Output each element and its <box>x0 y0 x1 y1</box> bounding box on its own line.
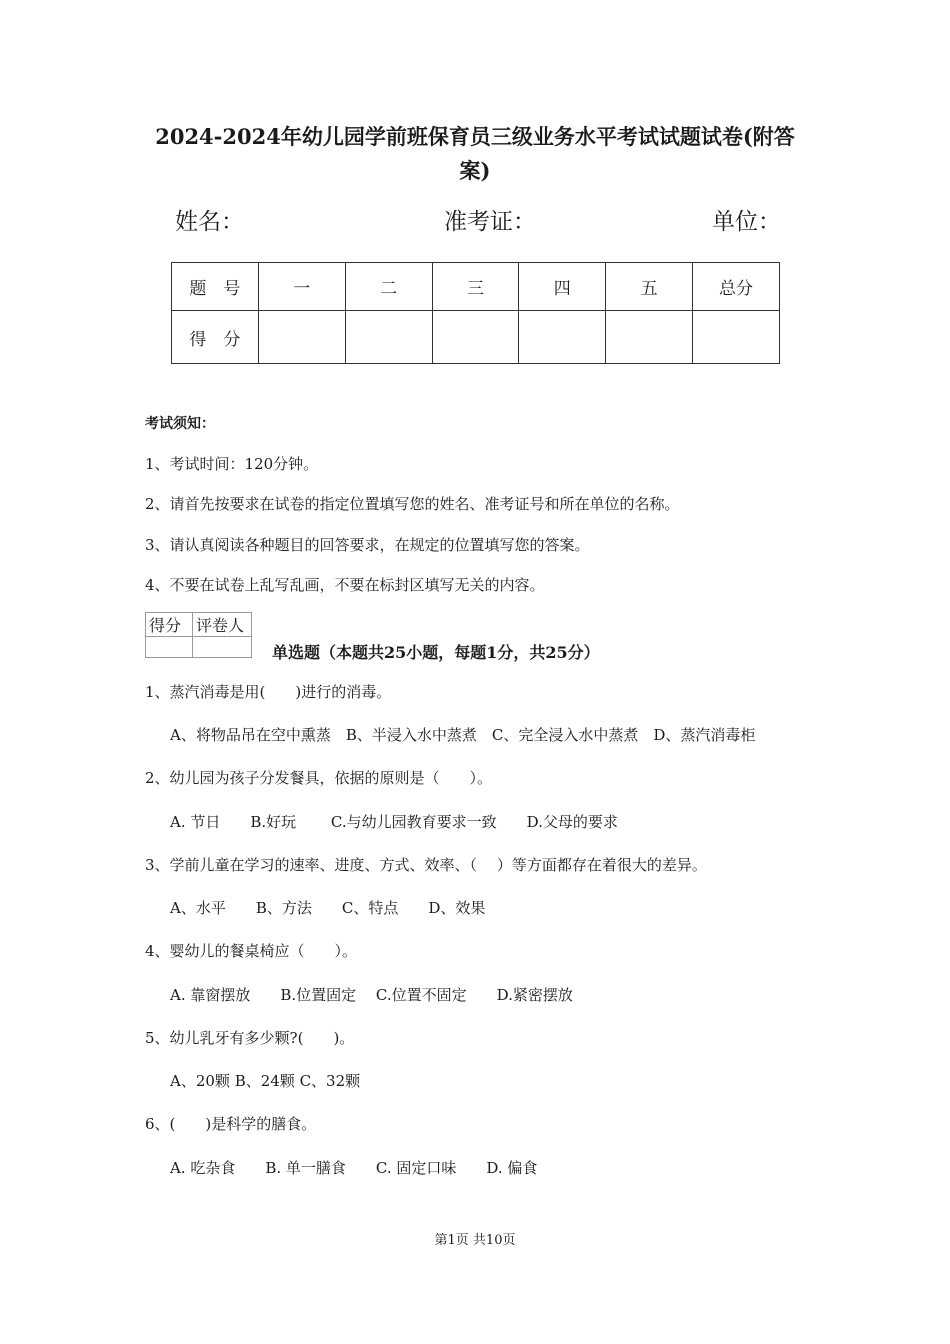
grader-reviewer-cell[interactable] <box>193 637 252 658</box>
grader-reviewer-label: 评卷人 <box>193 613 252 637</box>
unit-label: 单位： <box>712 209 781 235</box>
section-title: 单选题（本题共25小题，每题1分，共25分） <box>272 643 600 662</box>
question-3-options: A、水平 B、方法 C、特点 D、效果 <box>170 899 486 917</box>
score-row-label: 得 分 <box>172 311 259 364</box>
grader-score-cell[interactable] <box>146 637 193 658</box>
name-label: 姓名： <box>175 209 244 235</box>
score-table-score-row <box>172 311 780 364</box>
notice-item-1: 1、考试时间：120分钟。 <box>145 455 319 473</box>
score-cell-2[interactable] <box>345 311 432 364</box>
score-table-header-row <box>172 263 780 311</box>
question-1-options: A、将物品吊在空中熏蒸 B、半浸入水中蒸煮 C、完全浸入水中蒸煮 D、蒸汽消毒柜 <box>170 726 756 744</box>
header-cell-5: 五 <box>606 263 693 311</box>
question-6-options: A. 吃杂食 B. 单一膳食 C. 固定口味 D. 偏食 <box>170 1159 538 1177</box>
grader-score-label: 得分 <box>146 613 193 637</box>
title-line-1: 2024-2024年幼儿园学前班保育员三级业务水平考试试题试卷(附答 <box>155 124 795 149</box>
score-table <box>171 262 780 364</box>
header-cell-3: 三 <box>432 263 519 311</box>
header-cell-total: 总分 <box>693 263 780 311</box>
question-1: 1、蒸汽消毒是用( )进行的消毒。 <box>145 683 392 701</box>
title-line-2: 案) <box>459 158 491 183</box>
score-cell-5[interactable] <box>606 311 693 364</box>
notice-heading: 考试须知： <box>145 416 215 432</box>
score-cell-4[interactable] <box>519 311 606 364</box>
notice-item-2: 2、请首先按要求在试卷的指定位置填写您的姓名、准考证号和所在单位的名称。 <box>145 495 680 513</box>
question-4-options: A. 靠窗摆放 B.位置固定 C.位置不固定 D.紧密摆放 <box>170 986 573 1004</box>
question-6: 6、( )是科学的膳食。 <box>145 1115 317 1133</box>
score-cell-1[interactable] <box>258 311 345 364</box>
notice-item-4: 4、不要在试卷上乱写乱画，不要在标封区填写无关的内容。 <box>145 576 545 594</box>
score-cell-3[interactable] <box>432 311 519 364</box>
score-cell-total[interactable] <box>693 311 780 364</box>
question-5: 5、幼儿乳牙有多少颗?( )。 <box>145 1029 355 1047</box>
exam-id-label: 准考证： <box>444 209 536 235</box>
notice-item-3: 3、请认真阅读各种题目的回答要求，在规定的位置填写您的答案。 <box>145 536 590 554</box>
question-4: 4、婴幼儿的餐桌椅应（ ）。 <box>145 942 358 960</box>
exam-title <box>130 120 820 188</box>
question-2: 2、幼儿园为孩子分发餐具，依据的原则是（ ）。 <box>145 769 493 787</box>
page-footer: 第1页 共10页 <box>434 1233 516 1248</box>
header-cell-label: 题 号 <box>172 263 259 311</box>
grader-header-row <box>146 613 252 637</box>
header-cell-2: 二 <box>345 263 432 311</box>
question-5-options: A、20颗 B、24颗 C、32颗 <box>170 1072 361 1090</box>
header-cell-1: 一 <box>258 263 345 311</box>
question-2-options: A. 节日 B.好玩 C.与幼儿园教育要求一致 D.父母的要求 <box>170 813 618 831</box>
header-cell-4: 四 <box>519 263 606 311</box>
grader-entry-row <box>146 637 252 658</box>
question-3: 3、学前儿童在学习的速率、进度、方式、效率、（ ）等方面都存在着很大的差异。 <box>145 856 707 874</box>
grader-box <box>145 612 252 658</box>
